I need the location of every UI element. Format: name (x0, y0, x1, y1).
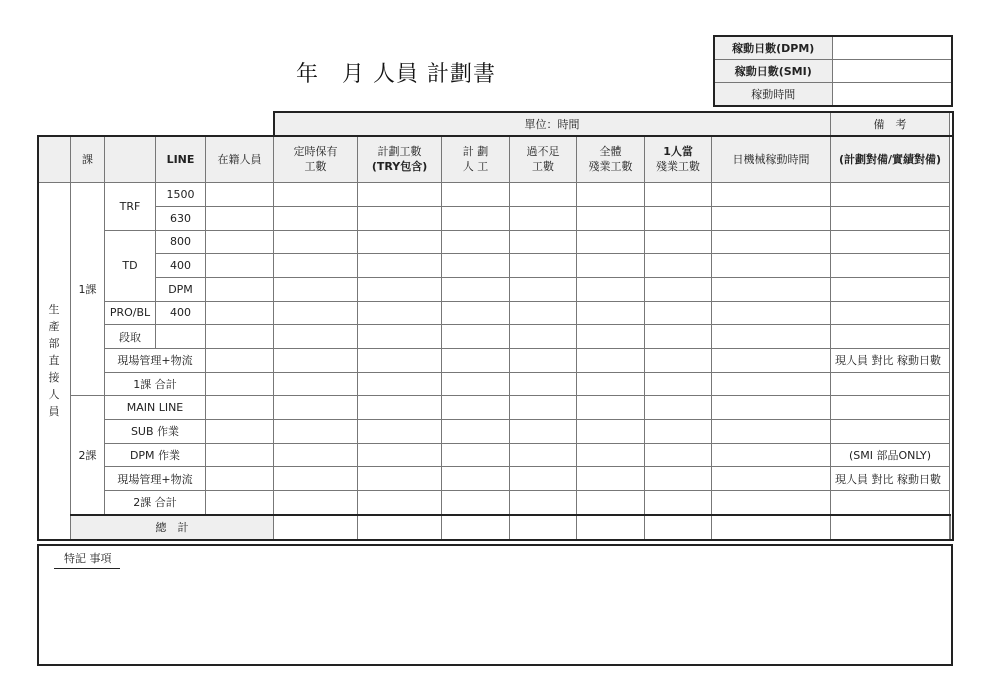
header-kafusoku-l2: 工數 (532, 160, 555, 174)
dpm-label: DPM 作業 (105, 443, 206, 467)
data-cell[interactable] (712, 372, 831, 396)
group-label-text: 生產部直接人員 (48, 303, 60, 419)
stats-row-dpm (714, 36, 952, 60)
header-remarks-sub: (計劃對備/實績對備) (831, 136, 950, 183)
data-cell[interactable] (358, 230, 442, 254)
data-cell[interactable] (206, 491, 274, 515)
group-label (38, 183, 71, 539)
data-cell[interactable] (442, 206, 510, 230)
data-cell[interactable] (712, 515, 831, 539)
data-cell[interactable] (510, 349, 577, 373)
data-cell[interactable] (645, 254, 712, 278)
remark-cell[interactable] (831, 183, 950, 207)
data-cell[interactable] (577, 515, 645, 539)
data-cell[interactable] (645, 206, 712, 230)
stats-value-hours[interactable] (832, 83, 952, 107)
data-cell[interactable] (274, 420, 358, 444)
header-jinko-l1: 計 劃 (462, 145, 489, 159)
data-cell[interactable] (206, 372, 274, 396)
data-cell[interactable] (510, 515, 577, 539)
data-cell[interactable] (274, 372, 358, 396)
data-cell[interactable] (645, 277, 712, 301)
unit-row-spacer (38, 113, 274, 136)
data-cell[interactable] (577, 183, 645, 207)
data-cell[interactable] (712, 254, 831, 278)
genba1-label: 現場管理+物流 (105, 349, 206, 373)
line-cell: 400 (156, 254, 206, 278)
data-cell[interactable] (510, 396, 577, 420)
table-row (38, 230, 951, 254)
header-jinko-l2: 人 工 (462, 160, 489, 174)
data-cell[interactable] (358, 206, 442, 230)
probl-label: PRO/BL (105, 301, 156, 325)
header-kafusoku-l1: 過不足 (526, 145, 560, 159)
data-cell[interactable] (712, 301, 831, 325)
remark-cell[interactable] (831, 277, 950, 301)
table-row (38, 443, 951, 467)
remarks-header: 備 考 (831, 113, 950, 136)
data-cell[interactable] (510, 420, 577, 444)
data-cell[interactable] (577, 443, 645, 467)
data-cell[interactable] (712, 443, 831, 467)
data-cell[interactable] (274, 277, 358, 301)
data-cell[interactable] (274, 515, 358, 539)
remark-cell[interactable] (831, 254, 950, 278)
ka1-label: 1課 (71, 183, 105, 396)
data-cell[interactable] (712, 349, 831, 373)
data-cell[interactable] (645, 515, 712, 539)
remark-dpm: (SMI 部品ONLY) (831, 443, 950, 467)
remark-cell[interactable] (831, 396, 950, 420)
header-zentai (577, 136, 645, 183)
data-cell[interactable] (442, 491, 510, 515)
table-row (38, 467, 951, 491)
data-cell[interactable] (442, 183, 510, 207)
header-blank (105, 136, 156, 183)
stats-row-hours (714, 83, 952, 107)
data-cell[interactable] (274, 467, 358, 491)
data-cell[interactable] (645, 443, 712, 467)
data-cell[interactable] (206, 230, 274, 254)
header-corner (38, 136, 71, 183)
stats-value-dpm[interactable] (832, 36, 952, 60)
data-cell[interactable] (510, 467, 577, 491)
data-cell[interactable] (274, 349, 358, 373)
data-cell[interactable] (206, 183, 274, 207)
data-cell[interactable] (712, 420, 831, 444)
data-cell[interactable] (274, 325, 358, 349)
data-cell[interactable] (510, 325, 577, 349)
unit-label: 單位：時間 (274, 113, 831, 136)
data-cell[interactable] (206, 396, 274, 420)
table-row (38, 372, 951, 396)
line-cell: 1500 (156, 183, 206, 207)
special-notes-label: 特記 事項 (54, 550, 120, 569)
data-cell[interactable] (577, 467, 645, 491)
data-cell[interactable] (712, 491, 831, 515)
header-hitori-l2: 殘業工數 (656, 160, 701, 174)
data-cell[interactable] (206, 325, 274, 349)
header-line: LINE (156, 136, 206, 183)
data-cell[interactable] (206, 254, 274, 278)
table-row (38, 301, 951, 325)
table-row (38, 206, 951, 230)
remark-cell[interactable] (831, 372, 950, 396)
header-teiji (274, 136, 358, 183)
data-cell[interactable] (358, 491, 442, 515)
line-cell: 800 (156, 230, 206, 254)
ka2-label: 2課 (71, 396, 105, 515)
data-cell[interactable] (577, 277, 645, 301)
sub-label: SUB 作業 (105, 420, 206, 444)
genba2-label: 現場管理+物流 (105, 467, 206, 491)
data-cell[interactable] (274, 396, 358, 420)
data-cell[interactable] (645, 349, 712, 373)
data-cell[interactable] (358, 467, 442, 491)
data-cell[interactable] (577, 206, 645, 230)
data-cell[interactable] (510, 230, 577, 254)
data-cell[interactable] (645, 396, 712, 420)
header-teiji-l1: 定時保有 (293, 145, 338, 159)
data-cell[interactable] (577, 491, 645, 515)
remark-cell[interactable] (831, 301, 950, 325)
remark-cell[interactable] (831, 491, 950, 515)
grand-total-row (38, 515, 951, 539)
stats-label-dpm: 稼動日數(DPM) (714, 36, 832, 60)
data-cell[interactable] (510, 254, 577, 278)
data-cell[interactable] (645, 491, 712, 515)
data-cell[interactable] (712, 183, 831, 207)
header-teiji-l2: 工數 (304, 160, 327, 174)
data-cell[interactable] (358, 183, 442, 207)
data-cell[interactable] (274, 254, 358, 278)
header-row (38, 136, 951, 183)
data-cell[interactable] (577, 325, 645, 349)
header-zaiseki: 在籍人員 (206, 136, 274, 183)
personnel-plan-table (37, 112, 951, 540)
data-cell[interactable] (831, 515, 950, 539)
data-cell[interactable] (712, 396, 831, 420)
table-row (38, 277, 951, 301)
data-cell[interactable] (510, 277, 577, 301)
data-cell[interactable] (358, 277, 442, 301)
remark-cell[interactable] (831, 420, 950, 444)
data-cell[interactable] (206, 420, 274, 444)
data-cell[interactable] (577, 420, 645, 444)
operation-days-box (713, 35, 953, 107)
data-cell[interactable] (442, 420, 510, 444)
data-cell[interactable] (206, 277, 274, 301)
ka2-total-label: 2課 合計 (105, 491, 206, 515)
data-cell[interactable] (577, 254, 645, 278)
table-row (38, 420, 951, 444)
header-hitori (645, 136, 712, 183)
data-cell[interactable] (206, 349, 274, 373)
data-cell[interactable] (510, 206, 577, 230)
ka1-total-label: 1課 合計 (105, 372, 206, 396)
header-keikaku-l1: 計劃工數 (377, 145, 422, 159)
stats-label-smi: 稼動日數(SMI) (714, 60, 832, 83)
data-cell[interactable] (712, 325, 831, 349)
data-cell[interactable] (358, 372, 442, 396)
data-cell[interactable] (510, 183, 577, 207)
data-cell[interactable] (358, 515, 442, 539)
trf-label: TRF (105, 183, 156, 230)
special-notes-box[interactable] (37, 544, 953, 666)
data-cell[interactable] (274, 206, 358, 230)
data-cell[interactable] (645, 372, 712, 396)
data-cell[interactable] (274, 491, 358, 515)
data-cell[interactable] (358, 254, 442, 278)
data-cell[interactable] (510, 443, 577, 467)
data-cell[interactable] (577, 301, 645, 325)
stats-value-smi[interactable] (832, 60, 952, 83)
data-cell[interactable] (442, 467, 510, 491)
data-cell[interactable] (442, 443, 510, 467)
td-label: TD (105, 230, 156, 301)
data-cell[interactable] (358, 325, 442, 349)
data-cell[interactable] (206, 443, 274, 467)
data-cell[interactable] (358, 349, 442, 373)
data-cell[interactable] (442, 372, 510, 396)
data-cell[interactable] (274, 230, 358, 254)
header-zentai-l1: 全體 (599, 145, 622, 159)
table-row (38, 349, 951, 373)
data-cell[interactable] (577, 230, 645, 254)
data-cell[interactable] (645, 230, 712, 254)
data-cell[interactable] (712, 206, 831, 230)
data-cell[interactable] (712, 277, 831, 301)
data-cell[interactable] (358, 396, 442, 420)
data-cell[interactable] (274, 183, 358, 207)
data-cell[interactable] (577, 372, 645, 396)
remark-cell[interactable] (831, 230, 950, 254)
data-cell[interactable] (510, 372, 577, 396)
header-keikaku-l2: (TRY包含) (371, 160, 428, 174)
remark-cell[interactable] (831, 206, 950, 230)
line-cell (156, 325, 206, 349)
table-row (38, 254, 951, 278)
data-cell[interactable] (645, 301, 712, 325)
unit-row (38, 113, 951, 136)
table-row (38, 325, 951, 349)
data-cell[interactable] (577, 349, 645, 373)
header-ka: 課 (71, 136, 105, 183)
data-cell[interactable] (510, 491, 577, 515)
data-cell[interactable] (645, 420, 712, 444)
data-cell[interactable] (358, 301, 442, 325)
data-cell[interactable] (577, 396, 645, 420)
table-row (38, 491, 951, 515)
data-cell[interactable] (206, 206, 274, 230)
data-cell[interactable] (712, 230, 831, 254)
remark-cell[interactable] (831, 325, 950, 349)
data-cell[interactable] (442, 515, 510, 539)
data-cell[interactable] (645, 467, 712, 491)
data-cell[interactable] (442, 301, 510, 325)
data-cell[interactable] (442, 349, 510, 373)
table-row (38, 396, 951, 420)
remark-genba1: 現人員 對比 稼動日數 (831, 349, 950, 373)
document-title: 年 月 人員 計劃書 (296, 62, 496, 87)
header-kafusoku (510, 136, 577, 183)
stats-label-hours: 稼動時間 (714, 83, 832, 107)
data-cell[interactable] (645, 183, 712, 207)
data-cell[interactable] (510, 301, 577, 325)
line-cell: DPM (156, 277, 206, 301)
header-keikaku (358, 136, 442, 183)
data-cell[interactable] (358, 443, 442, 467)
line-cell: 400 (156, 301, 206, 325)
grand-total-label: 總 計 (71, 515, 274, 539)
data-cell[interactable] (442, 325, 510, 349)
data-cell[interactable] (645, 325, 712, 349)
data-cell[interactable] (442, 277, 510, 301)
data-cell[interactable] (274, 443, 358, 467)
dantori-label: 段取 (105, 325, 156, 349)
stats-row-smi (714, 60, 952, 83)
header-hitori-l1: 1人當 (663, 145, 693, 159)
data-cell[interactable] (712, 467, 831, 491)
data-cell[interactable] (358, 420, 442, 444)
data-cell[interactable] (206, 301, 274, 325)
data-cell[interactable] (442, 396, 510, 420)
data-cell[interactable] (442, 254, 510, 278)
data-cell[interactable] (274, 301, 358, 325)
data-cell[interactable] (206, 467, 274, 491)
header-zentai-l2: 殘業工數 (588, 160, 633, 174)
main-line-label: MAIN LINE (105, 396, 206, 420)
data-cell[interactable] (442, 230, 510, 254)
header-jinko (442, 136, 510, 183)
remark-genba2: 現人員 對比 稼動日數 (831, 467, 950, 491)
header-machine: 日機械稼動時間 (712, 136, 831, 183)
remark-cell[interactable] (950, 515, 951, 539)
line-cell: 630 (156, 206, 206, 230)
table-row (38, 183, 951, 207)
